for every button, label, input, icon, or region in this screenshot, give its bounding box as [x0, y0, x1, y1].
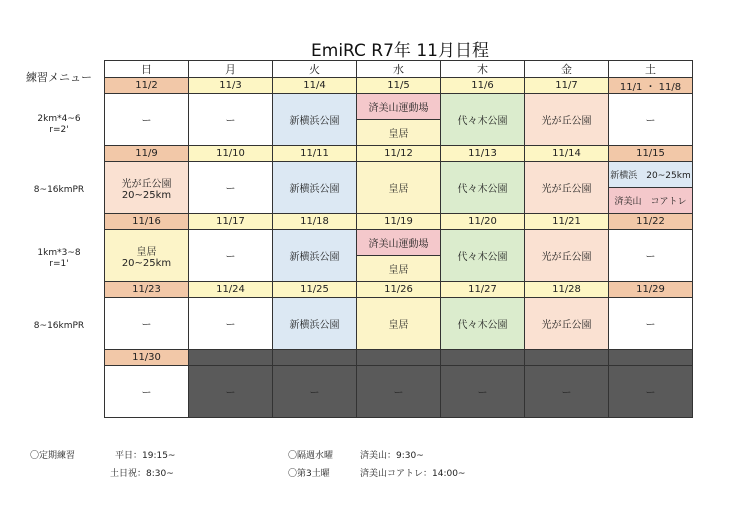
date-cell: 11/10	[189, 146, 273, 162]
schedule-cell	[105, 162, 189, 214]
schedule-cell-part: 済美山 コアトレ	[609, 187, 692, 213]
third-saturday-value: 済美山コアトレ：14:00~	[360, 469, 466, 479]
schedule-cell-part: 皇居	[357, 255, 440, 281]
schedule-cell: 皇居	[357, 162, 441, 214]
schedule-cell	[357, 230, 441, 282]
schedule-cell-part: 新横浜 20~25km	[609, 162, 692, 187]
date-cell	[273, 350, 357, 366]
date-cell	[357, 350, 441, 366]
schedule-cell: ー	[609, 366, 693, 418]
weekday-header: 金	[525, 61, 609, 78]
schedule-cell	[105, 230, 189, 282]
schedule-cell: ー	[189, 298, 273, 350]
third-saturday-label: 〇第3土曜	[288, 469, 330, 479]
schedule-cell: ー	[357, 366, 441, 418]
date-cell: 11/24	[189, 282, 273, 298]
schedule-cell: ー	[189, 366, 273, 418]
date-cell: 11/14	[525, 146, 609, 162]
schedule-cell: 光が丘公園	[525, 298, 609, 350]
schedule-cell-line: 20~25km	[121, 257, 172, 269]
schedule-cell-part: 済美山運動場	[357, 94, 440, 119]
menu-column-header: 練習メニュー	[26, 71, 92, 84]
schedule-cell: 代々木公園	[441, 162, 525, 214]
practice-menu-line: 8~16kmPR	[33, 185, 85, 195]
date-cell: 11/30	[105, 350, 189, 366]
alt-wednesday-label: 〇隔週水曜	[288, 451, 334, 461]
schedule-cell: 代々木公園	[441, 298, 525, 350]
date-cell: 11/27	[441, 282, 525, 298]
schedule-cell: ー	[189, 162, 273, 214]
weekday-header: 日	[105, 61, 189, 78]
practice-menu-label	[14, 233, 104, 284]
date-cell: 11/17	[189, 214, 273, 230]
schedule-cell: ー	[525, 366, 609, 418]
schedule-cell: ー	[609, 230, 693, 282]
schedule-cell: 皇居	[357, 298, 441, 350]
date-cell: 11/5	[357, 78, 441, 94]
schedule-cell: ー	[273, 366, 357, 418]
date-cell: 11/11	[273, 146, 357, 162]
schedule-cell: 新横浜公園	[273, 94, 357, 146]
date-cell	[441, 350, 525, 366]
schedule-cell	[357, 94, 441, 146]
schedule-cell: 新横浜公園	[273, 298, 357, 350]
weekend-time: 土日祝：8:30~	[110, 469, 174, 479]
schedule-cell: 代々木公園	[441, 230, 525, 282]
regular-practice-label: 〇定期練習	[30, 451, 76, 461]
schedule-table	[104, 60, 693, 418]
practice-menu-line: 8~16kmPR	[33, 321, 85, 331]
date-cell: 11/23	[105, 282, 189, 298]
schedule-cell: ー	[609, 94, 693, 146]
date-cell: 11/4	[273, 78, 357, 94]
schedule-cell: ー	[105, 94, 189, 146]
practice-menu-label	[14, 165, 104, 216]
schedule-cell: ー	[105, 366, 189, 418]
schedule-cell-part: 済美山運動場	[357, 230, 440, 255]
date-cell: 11/15	[609, 146, 693, 162]
date-cell: 11/18	[273, 214, 357, 230]
date-cell	[525, 350, 609, 366]
date-cell: 11/20	[441, 214, 525, 230]
date-cell: 11/13	[441, 146, 525, 162]
date-cell: 11/21	[525, 214, 609, 230]
schedule-cell: ー	[441, 366, 525, 418]
schedule-cell-line: 光が丘公園	[121, 178, 172, 190]
weekday-header: 火	[273, 61, 357, 78]
date-cell: 11/9	[105, 146, 189, 162]
schedule-cell-line: 皇居	[136, 246, 157, 258]
schedule-cell: ー	[189, 94, 273, 146]
schedule-cell: 新横浜公園	[273, 230, 357, 282]
schedule-cell: ー	[609, 298, 693, 350]
date-cell: 11/25	[273, 282, 357, 298]
date-cell	[189, 350, 273, 366]
schedule-cell: 光が丘公園	[525, 94, 609, 146]
schedule-cell: ー	[105, 298, 189, 350]
schedule-cell: 代々木公園	[441, 94, 525, 146]
schedule-cell: 新横浜公園	[273, 162, 357, 214]
weekday-time: 平日：19:15~	[115, 451, 176, 461]
date-cell: 11/6	[441, 78, 525, 94]
practice-menu-line: 2km*4~6	[37, 113, 81, 124]
practice-menu-label	[14, 99, 104, 150]
date-cell: 11/1 ・ 11/8	[609, 78, 693, 94]
alt-wednesday-value: 済美山：9:30~	[360, 451, 424, 461]
practice-menu-label	[14, 301, 104, 352]
schedule-cell: 光が丘公園	[525, 162, 609, 214]
date-cell: 11/16	[105, 214, 189, 230]
practice-menu-line: 1km*3~8	[37, 247, 81, 258]
date-cell: 11/19	[357, 214, 441, 230]
practice-menu-line: r=1'	[49, 258, 69, 269]
date-cell: 11/7	[525, 78, 609, 94]
date-cell	[609, 350, 693, 366]
weekday-header: 土	[609, 61, 693, 78]
schedule-cell	[609, 162, 693, 214]
schedule-cell: ー	[189, 230, 273, 282]
weekday-header: 木	[441, 61, 525, 78]
date-cell: 11/3	[189, 78, 273, 94]
date-cell: 11/22	[609, 214, 693, 230]
weekday-header: 水	[357, 61, 441, 78]
schedule-cell-line: 20~25km	[121, 189, 172, 201]
date-cell: 11/29	[609, 282, 693, 298]
date-cell: 11/28	[525, 282, 609, 298]
date-cell: 11/12	[357, 146, 441, 162]
weekday-header: 月	[189, 61, 273, 78]
date-cell: 11/26	[357, 282, 441, 298]
date-cell: 11/2	[105, 78, 189, 94]
page-title: EmiRC R7年 11月日程	[311, 41, 489, 61]
practice-menu-line: r=2'	[49, 124, 69, 135]
schedule-cell: 光が丘公園	[525, 230, 609, 282]
schedule-cell-part: 皇居	[357, 119, 440, 145]
